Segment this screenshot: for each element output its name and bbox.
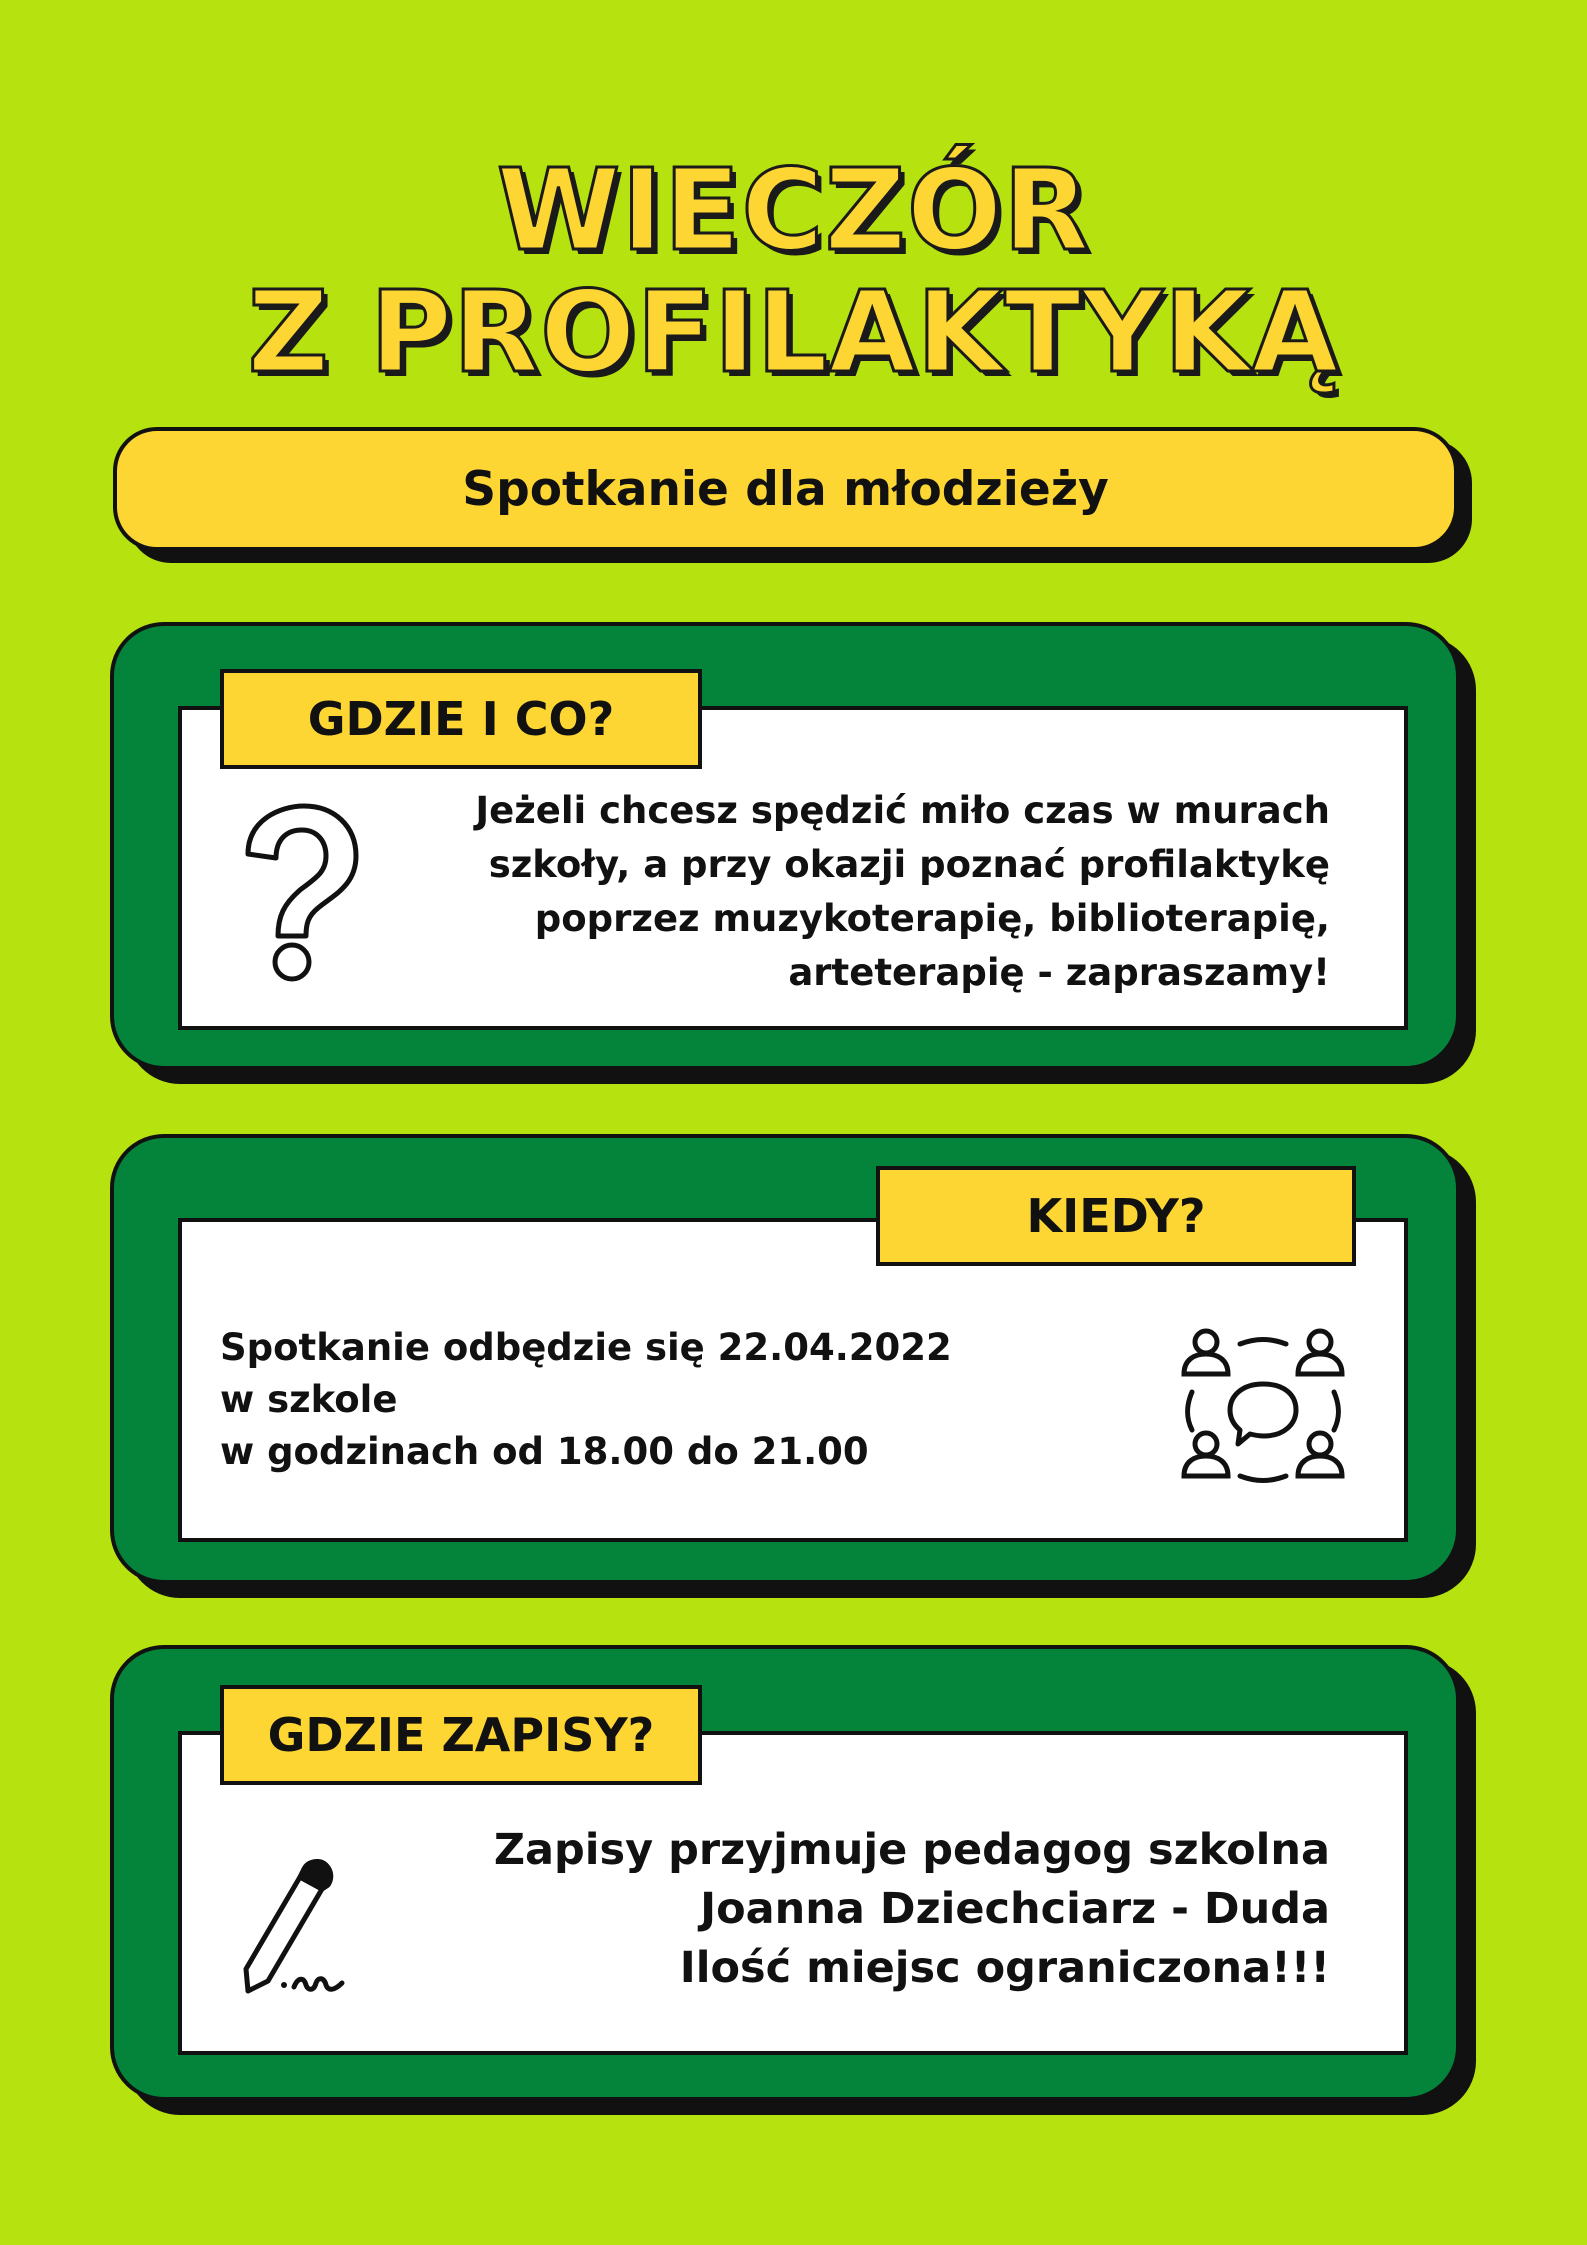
section-card-registration — [110, 1645, 1460, 2101]
section-label-text: GDZIE I CO? — [307, 692, 615, 746]
section-label — [220, 669, 702, 769]
description-line: Ilość miejsc ograniczona!!! — [679, 1943, 1330, 1993]
subtitle-text: Spotkanie dla młodzieży — [462, 461, 1109, 517]
description-line: Spotkanie odbędzie się 22.04.2022 — [220, 1326, 952, 1369]
title-line-1: WIECZÓR — [496, 146, 1091, 276]
subtitle-banner — [113, 427, 1458, 551]
section-description — [430, 1821, 1330, 1998]
description-line: poprzez muzykoterapię, biblioterapię, — [534, 897, 1330, 940]
description-line: szkoły, a przy okazji poznać profilaktykę — [488, 843, 1330, 886]
section-card-when — [110, 1134, 1460, 1584]
pen-signature-icon — [238, 1859, 358, 1999]
section-label — [220, 1685, 702, 1785]
section-description — [220, 1322, 980, 1478]
description-line: w szkole — [220, 1378, 398, 1421]
group-chat-icon — [1178, 1326, 1348, 1496]
poster-title — [0, 146, 1587, 398]
section-label-text: KIEDY? — [1026, 1189, 1206, 1243]
section-description — [430, 784, 1330, 1000]
section-label-text: GDZIE ZAPISY? — [267, 1708, 655, 1762]
description-line: Zapisy przyjmuje pedagog szkolna — [493, 1825, 1330, 1875]
description-line: arteterapię - zapraszamy! — [788, 951, 1330, 994]
question-icon — [228, 802, 368, 992]
description-line: Joanna Dziechciarz - Duda — [700, 1884, 1330, 1934]
section-card-where-what — [110, 622, 1460, 1070]
description-line: Jeżeli chcesz spędzić miło czas w murach — [475, 789, 1330, 832]
description-line: w godzinach od 18.00 do 21.00 — [220, 1430, 869, 1473]
title-line-2: Z PROFILAKTYKĄ — [247, 268, 1340, 398]
section-label — [876, 1166, 1356, 1266]
